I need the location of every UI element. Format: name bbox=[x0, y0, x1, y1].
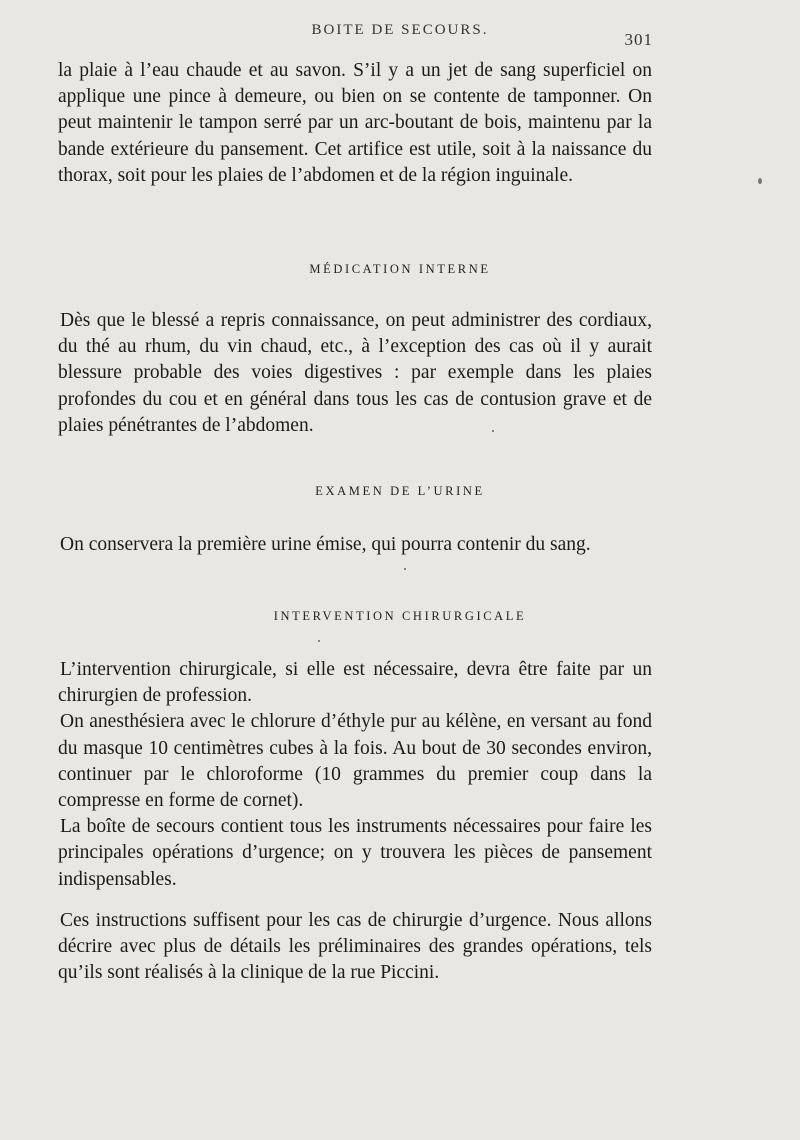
page-number: 301 bbox=[624, 30, 653, 49]
paragraph-wound-care bbox=[58, 58, 652, 189]
paragraph-text: On conservera la première urine émise, qui pourra contenir du sang. bbox=[60, 534, 591, 555]
paragraph-text: On anesthésiera avec le chlorure d’éthyle pur au kélène, en versant au fond du masque 10 centimètres cubes à la fois. Au bout de 30 secondes environ, continuer par le chloroforme (10 grammes du premier coup dans la compresse en forme de cornet). bbox=[58, 711, 652, 812]
paper-speck bbox=[492, 430, 494, 432]
paragraph-text: la plaie à l’eau chaude et au savon. S’il y a un jet de sang superficiel on applique une pince à demeure, ou bien on se contente de tamponner. On peut maintenir le tampon serré par un arc-boutant de bois, maintenu par la bande extérieure du pansement. Cet artifice est utile, soit à la naissance du thorax, soit pour les plaies de l’abdomen et de la région inguinale. bbox=[58, 60, 652, 186]
paragraph-text: L’intervention chirurgicale, si elle est nécessaire, devra être faite par un chirurgien de profession. bbox=[58, 659, 652, 707]
paragraph-urine bbox=[58, 532, 652, 558]
paper-speck bbox=[404, 568, 406, 570]
paragraph-intervention bbox=[58, 657, 652, 893]
paragraph-text: Dès que le blessé a repris connaissance, on peut administrer des cordiaux, du thé au rhum, du vin chaud, etc., à l’exception des cas où il y aurait blessure probable des voies digestives : par exemple dans les plaies profondes du cou et en général dans tous les cas de contusion grave et de plaies pénétrantes de l’abdomen. bbox=[58, 310, 652, 436]
paper-speck bbox=[318, 640, 320, 642]
running-head: BOITE DE SECOURS. bbox=[311, 22, 489, 38]
paragraph-text: Ces instructions suffisent pour les cas de chirurgie d’urgence. Nous allons décrire avec plus de détails les préliminaires des grandes opérations, tels qu’ils sont réalisés à la clinique de la rue Piccini. bbox=[58, 910, 652, 984]
section-heading-medication-interne: MÉDICATION INTERNE bbox=[309, 262, 491, 276]
section-heading-intervention-chirurgicale: INTERVENTION CHIRURGICALE bbox=[273, 609, 527, 623]
paragraph-text: La boîte de secours contient tous les instruments nécessaires pour faire les principales opérations d’urgence; on y trouvera les pièces de pansement indispensables. bbox=[58, 816, 652, 890]
paper-speck bbox=[758, 178, 762, 184]
paragraph-medication bbox=[58, 308, 652, 439]
paragraph-conclusion bbox=[58, 908, 652, 987]
section-heading-examen-urine: EXAMEN DE L’URINE bbox=[315, 484, 485, 498]
